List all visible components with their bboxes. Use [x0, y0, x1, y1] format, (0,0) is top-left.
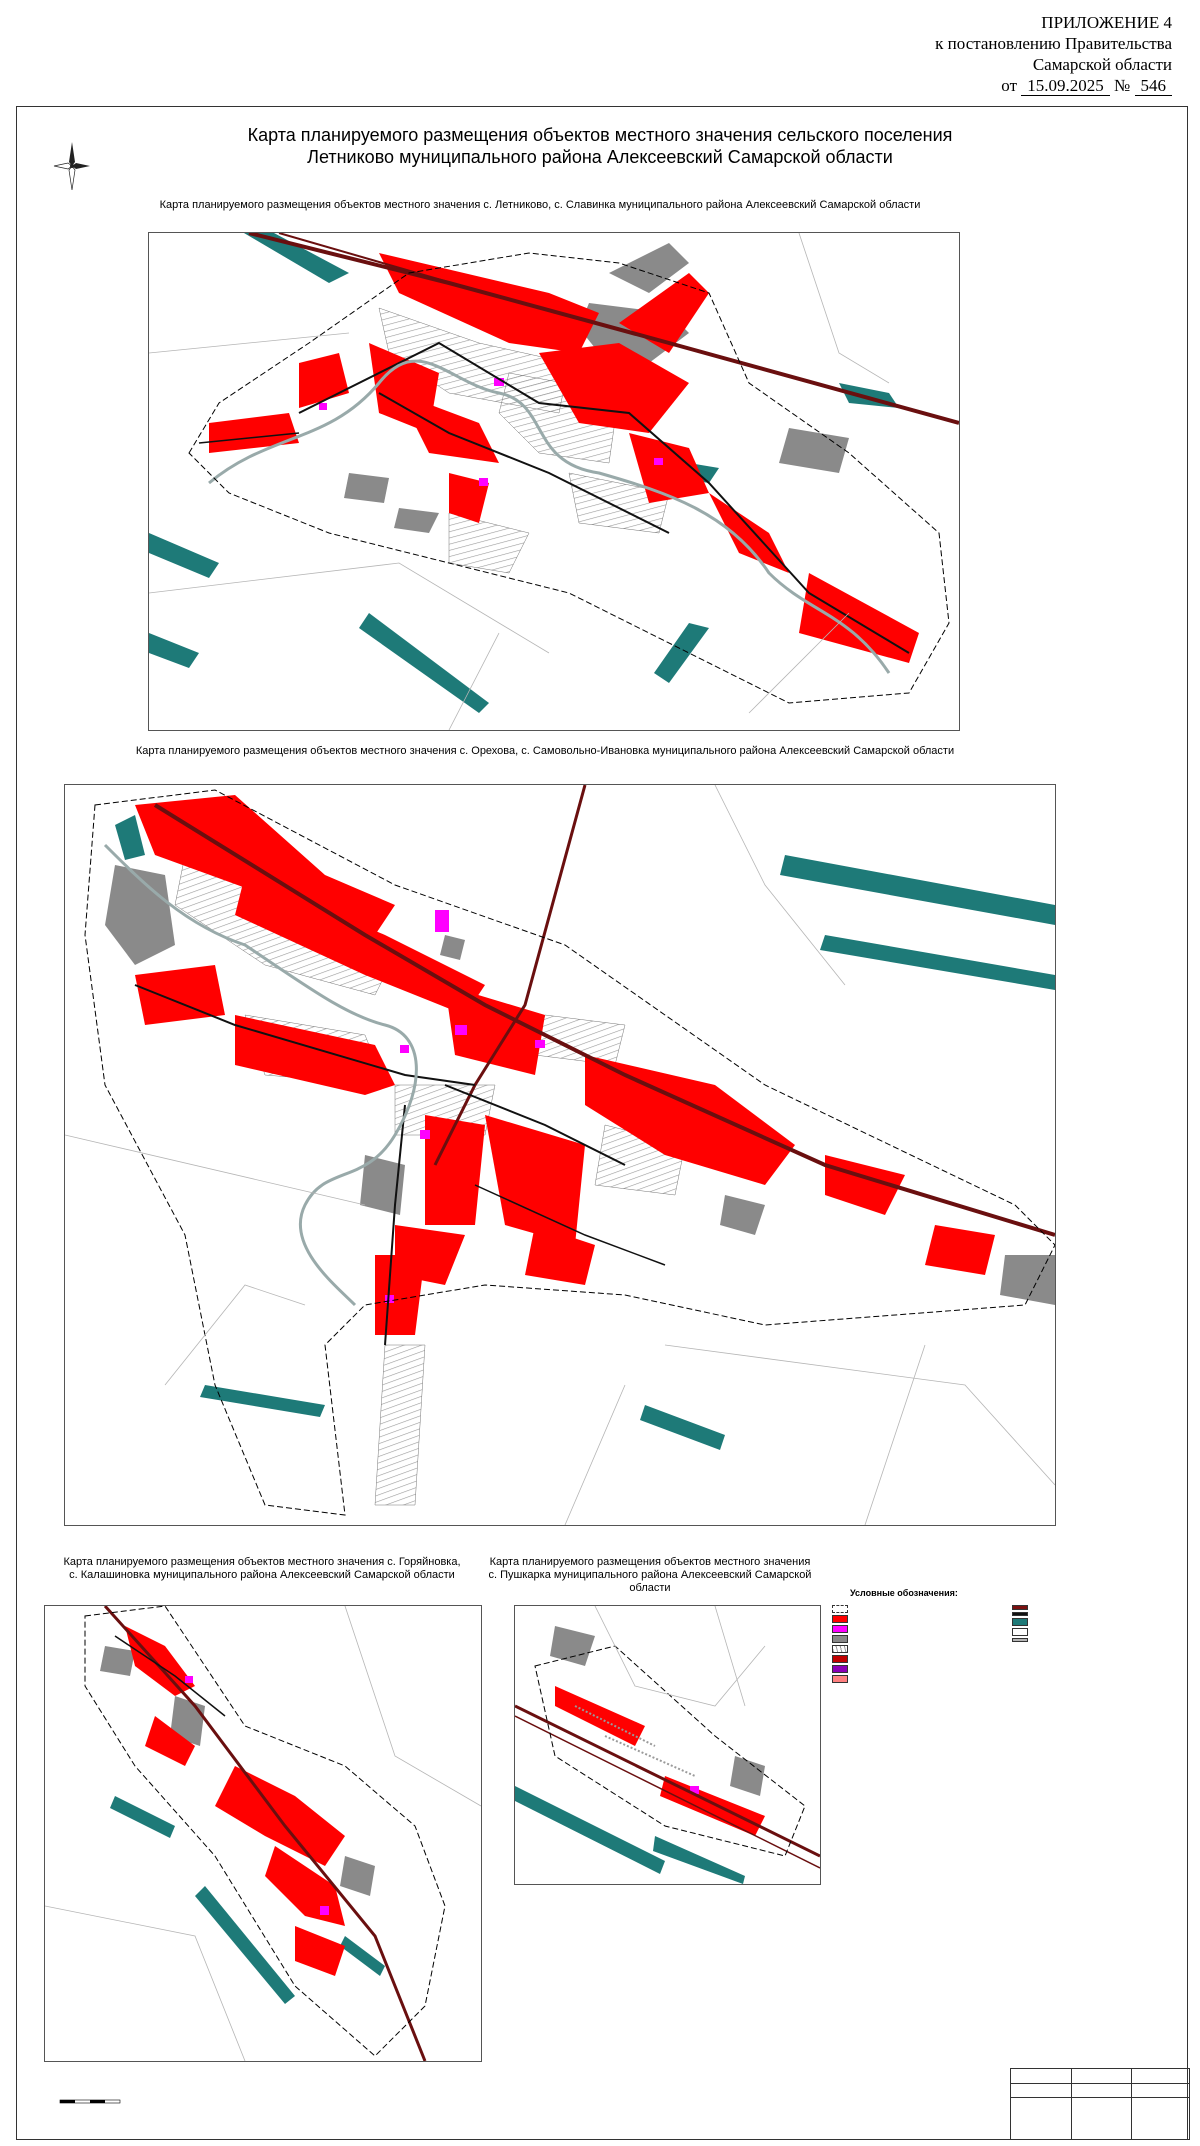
map3-goryainovka[interactable]: [44, 1605, 482, 2062]
stamp-grid: [1011, 2069, 1189, 2139]
map3-title-line2: с. Калашиновка муниципального района Алексеевский Самарской области: [69, 1569, 455, 1581]
map-legend: [832, 1590, 1182, 2010]
title-block-stamp: [1010, 2068, 1190, 2140]
map4-minor-roads: [595, 1606, 765, 1706]
legend-swatch-street: [1012, 1612, 1182, 1616]
legend-swatch-purple: [832, 1665, 1002, 1673]
main-title: [0, 124, 1200, 168]
map2-orekhovka[interactable]: [64, 784, 1056, 1526]
legend-swatch-road: [1012, 1605, 1182, 1610]
date-prefix: от: [1001, 76, 1018, 95]
legend-swatch-hatch: [832, 1645, 1002, 1653]
legend-swatch-industrial: [832, 1635, 1002, 1643]
map2-canvas: [65, 785, 1055, 1525]
legend-swatch-boundary: [832, 1605, 1002, 1613]
map4-title: [480, 1556, 820, 1595]
map4-title-line2: с. Пушкарка муниципального района Алексеевский Самарской области: [488, 1569, 812, 1594]
main-title-line1: Карта планируемого размещения объектов местного значения сельского поселения: [247, 125, 953, 145]
map4-pushkarka[interactable]: [514, 1605, 821, 1885]
scale-bar: [58, 2096, 128, 2114]
map4-title-line1: Карта планируемого размещения объектов местного значения: [489, 1556, 811, 1568]
map1-canvas: [149, 233, 959, 730]
legend-swatch-water: [1012, 1618, 1182, 1626]
appendix-line3: Самарской области: [1032, 55, 1172, 74]
legend-swatch-light-red: [832, 1675, 1002, 1683]
map4-canvas: [515, 1606, 820, 1884]
decree-number: 546: [1135, 76, 1173, 96]
legend-swatch-residential: [832, 1615, 1002, 1623]
map1-letnikovo[interactable]: [148, 232, 960, 731]
legend-swatch-white: [1012, 1628, 1182, 1636]
map3-title-line1: Карта планируемого размещения объектов местного значения с. Горяйновка,: [63, 1556, 461, 1568]
main-title-line2: Летниково муниципального района Алексеевский Самарской области: [307, 147, 893, 167]
legend-column-1: [832, 1603, 1002, 1685]
appendix-title: ПРИЛОЖЕНИЕ 4: [1041, 13, 1172, 32]
legend-column-2: [1012, 1603, 1182, 1685]
appendix-date-line: [912, 75, 1172, 96]
legend-columns: [832, 1603, 1182, 1685]
map1-title: Карта планируемого размещения объектов местного значения с. Летниково, с. Славинка муниципального района Алексеевский Самарской области: [159, 199, 921, 211]
appendix-line2: к постановлению Правительства: [935, 34, 1172, 53]
legend-swatch-public: [832, 1625, 1002, 1633]
legend-title: Условные обозначения:: [850, 1588, 958, 1598]
legend-swatch-grey-line: [1012, 1638, 1182, 1642]
number-sign: №: [1114, 76, 1131, 95]
appendix-header: [912, 12, 1172, 96]
map3-canvas: [45, 1606, 481, 2061]
decree-date: 15.09.2025: [1021, 76, 1110, 96]
map3-title: [44, 1556, 480, 1582]
map2-title: Карта планируемого размещения объектов местного значения с. Орехова, с. Самовольно-Ивановка муниципального района Алексеевский Самарской области: [135, 745, 955, 757]
legend-swatch-dark-red: [832, 1655, 1002, 1663]
